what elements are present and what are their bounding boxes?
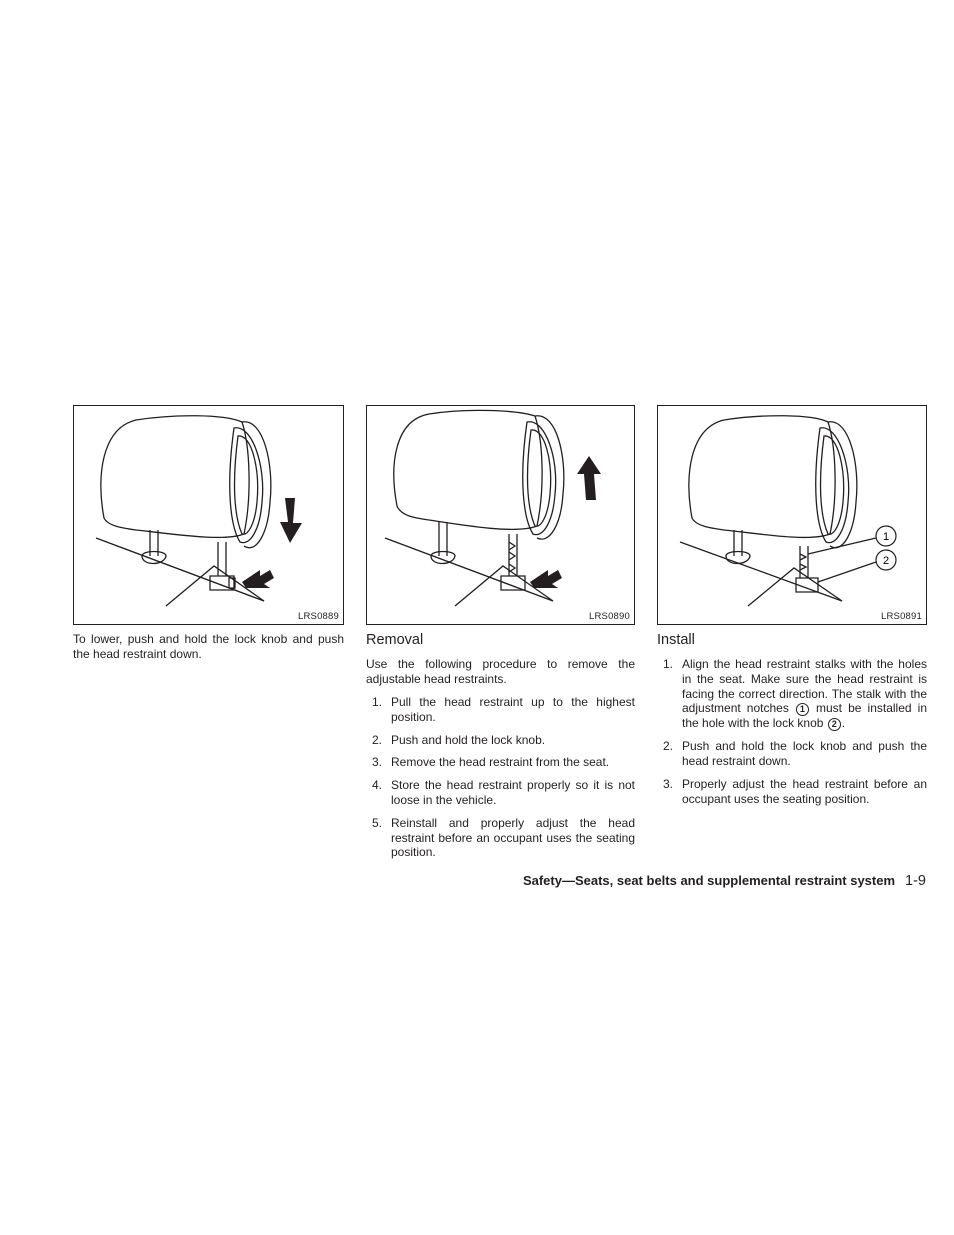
page-footer [523, 873, 926, 889]
list-item: 1. Align the head restraint stalks with the holes in the seat. Make sure the head restraint is facing the correct direction. The stalk with the adjustment notches 1 must be installed in the hole with the lock knob 2 . [663, 657, 927, 731]
arrow-left-icon [242, 570, 274, 588]
removal-heading: Removal [366, 632, 424, 648]
head-restraint-remove-illustration [367, 406, 634, 624]
lower-instructions: To lower, push and hold the lock knob and push the head restraint down. [73, 632, 344, 661]
list-item: 2. Push and hold the lock knob and push the head restraint down. [663, 739, 927, 769]
list-item: 1. Pull the head restraint up to the highest position. [372, 695, 635, 724]
removal-steps [366, 695, 635, 868]
callout-2 [876, 550, 896, 570]
list-item: 3. Properly adjust the head restraint before an occupant uses the seating position. [663, 776, 927, 806]
figure-code: LRS0890 [588, 611, 630, 622]
install-heading: Install [657, 632, 695, 648]
list-item: 4. Store the head restraint properly so it is not loose in the vehicle. [372, 778, 635, 807]
ref-callout-1: 1 [796, 703, 809, 716]
svg-text:1: 1 [882, 531, 890, 543]
head-restraint-install-illustration [658, 406, 926, 624]
arrow-down-icon [280, 498, 302, 543]
list-item: 3. Remove the head restraint from the seat. [372, 755, 610, 770]
svg-text:2: 2 [882, 555, 890, 567]
list-item: 5. Reinstall and properly adjust the head restraint before an occupant uses the seating position. [372, 815, 635, 860]
install-steps [657, 657, 927, 815]
figure-lower-head-restraint [73, 405, 344, 625]
ref-callout-2: 2 [828, 718, 841, 731]
arrow-up-icon [577, 456, 601, 500]
figure-code: LRS0891 [880, 611, 922, 622]
removal-intro: Use the following procedure to remove the adjustable head restraints. [366, 657, 635, 686]
list-item: 2. Push and hold the lock knob. [372, 732, 546, 747]
arrow-left-icon [530, 570, 562, 588]
section-title: Safety—Seats, seat belts and supplemental restraint system [522, 873, 896, 888]
figure-remove-head-restraint [366, 405, 635, 625]
head-restraint-lower-illustration [74, 406, 343, 624]
figure-install-head-restraint [657, 405, 927, 625]
figure-code: LRS0889 [297, 611, 339, 622]
callout-1 [876, 526, 896, 546]
page-number: 1-9 [905, 873, 926, 889]
